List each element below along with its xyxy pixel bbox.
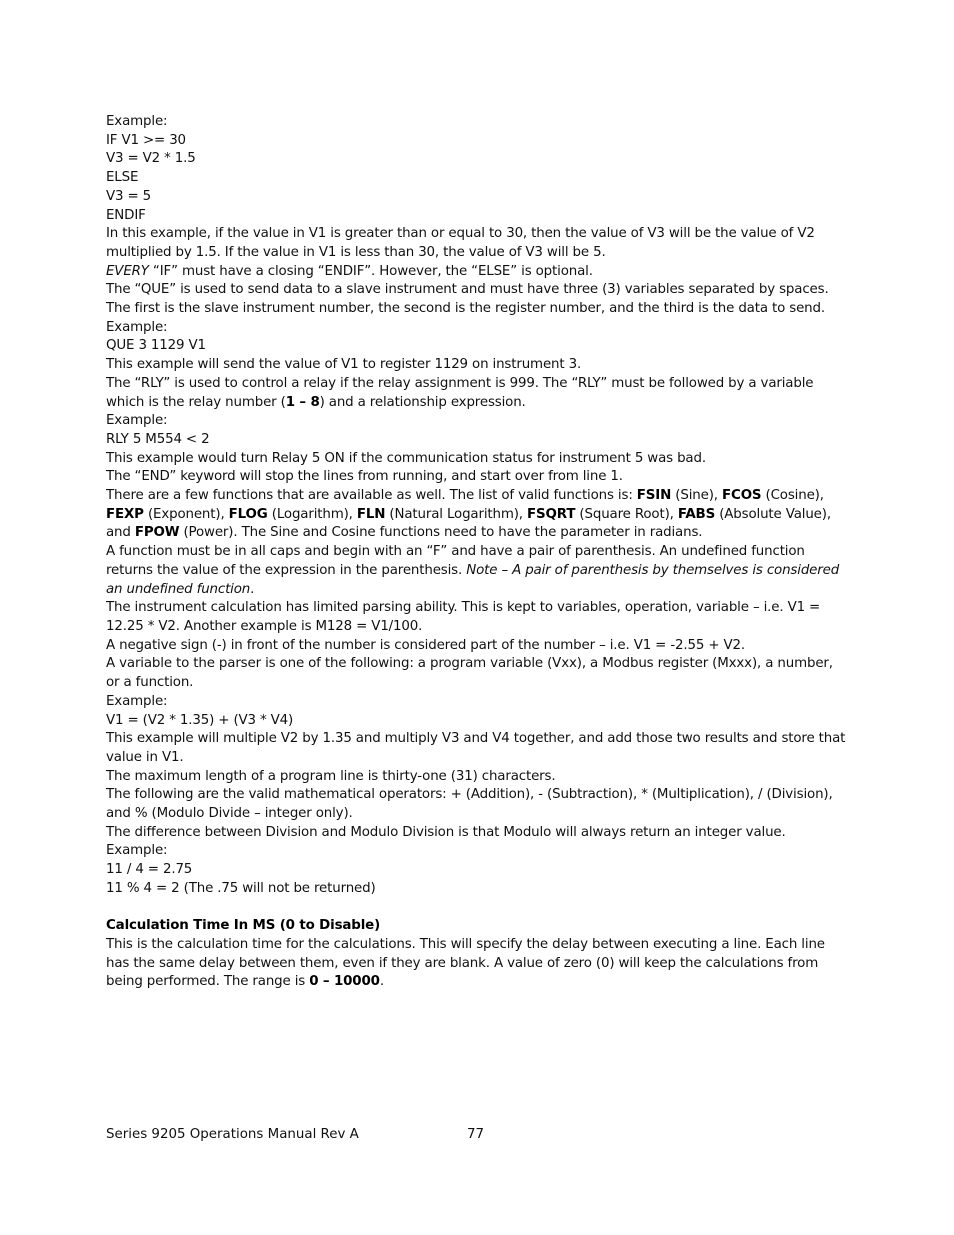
example-label: Example: xyxy=(106,843,168,859)
example-label: Example: xyxy=(106,693,168,709)
code-line: ENDIF xyxy=(106,207,146,223)
paragraph-every-if xyxy=(106,263,848,282)
paragraph-text: (Absolute Value), and xyxy=(106,506,831,541)
paragraph-variable: A variable to the parser is one of the following: a program variable (Vxx), a Modbus register (Mxxx), a number, or a function. xyxy=(106,656,833,691)
paragraph-division: The difference between Division and Modulo Division is that Modulo will always return an integer value. xyxy=(106,824,786,840)
note-text: Note – A pair of parenthesis by themselves is considered an undefined function xyxy=(106,562,840,597)
paragraph-calculation-time xyxy=(106,936,848,992)
function-fabs: FABS xyxy=(677,506,716,522)
function-fexp: FEXP xyxy=(106,506,144,522)
paragraph-text: There are a few functions that are available as well. The list of valid functions is: xyxy=(106,488,637,504)
paragraph-end: The “END” keyword will stop the lines from running, and start over from line 1. xyxy=(106,469,623,485)
paragraph-parsing: The instrument calculation has limited parsing ability. This is kept to variables, operation, variable – i.e. V1 = 12.25 * V2. Another example is M128 = V1/100. xyxy=(106,600,821,634)
paragraph-text: (Exponent), xyxy=(143,506,229,522)
paragraph-text: ) and a relationship expression. xyxy=(319,394,526,410)
paragraph-text: (Power). The Sine and Cosine functions need to have the parameter in radians. xyxy=(179,525,703,541)
example-label: Example: xyxy=(106,114,168,129)
function-flog: FLOG xyxy=(228,506,268,522)
code-line: V3 = V2 * 1.5 xyxy=(106,151,196,167)
paragraph-text: (Sine), xyxy=(671,488,723,504)
code-line: ELSE xyxy=(106,170,139,186)
function-fcos: FCOS xyxy=(722,488,762,504)
paragraph-text: (Logarithm), xyxy=(267,506,357,522)
paragraph-text: . xyxy=(250,581,255,597)
paragraph-text: . xyxy=(379,974,384,990)
paragraph-negative-sign: A negative sign (-) in front of the number is considered part of the number – i.e. V1 = -2.55 + V2. xyxy=(106,637,746,653)
section-heading: Calculation Time In MS (0 to Disable) xyxy=(106,918,381,934)
function-fsin: FSIN xyxy=(636,488,672,504)
spacer xyxy=(106,899,848,918)
code-line: V3 = 5 xyxy=(106,188,152,204)
paragraph-text: (Natural Logarithm), xyxy=(385,506,528,522)
paragraph-max-length: The maximum length of a program line is thirty-one (31) characters. xyxy=(106,768,556,784)
function-fpow: FPOW xyxy=(134,525,180,541)
emphasis-text: EVERY xyxy=(106,263,149,279)
paragraph-multiply-example: This example will multiple V2 by 1.35 and multiply V3 and V4 together, and add those two results and store that value in V1. xyxy=(106,731,846,765)
function-fln: FLN xyxy=(356,506,386,522)
calc-range: 0 – 10000 xyxy=(309,974,380,990)
code-line: V1 = (V2 * 1.35) + (V3 * V4) xyxy=(106,712,294,728)
code-line: IF V1 >= 30 xyxy=(106,132,186,148)
code-line: QUE 3 1129 V1 xyxy=(106,338,206,354)
page-body xyxy=(106,113,848,992)
paragraph-text: The “RLY” is used to control a relay if the relay assignment is 999. The “RLY” must be followed by a variable which is the relay number ( xyxy=(106,375,814,410)
function-fsqrt: FSQRT xyxy=(527,506,576,522)
paragraph-rly xyxy=(106,375,848,412)
paragraph-if-explanation: In this example, if the value in V1 is greater than or equal to 30, then the value of V3 will be the value of V2 multiplied by 1.5. If the value in V1 is less than 30, the value of V3 will be 5. xyxy=(106,226,815,260)
footer-title: Series 9205 Operations Manual Rev A xyxy=(106,1127,359,1142)
paragraph-functions xyxy=(106,487,848,543)
paragraph-text: (Cosine), xyxy=(761,488,824,504)
paragraph-function-rules xyxy=(106,543,848,599)
paragraph-text: A function must be in all caps and begin with an “F” and have a pair of parenthesis. An undefined function returns the value of the expression in the parenthesis. xyxy=(106,544,805,578)
relay-range: 1 – 8 xyxy=(285,394,320,410)
code-line: RLY 5 M554 < 2 xyxy=(106,431,210,447)
paragraph-text: (Square Root), xyxy=(575,506,678,522)
page-number: 77 xyxy=(467,1127,485,1142)
paragraph-que: The “QUE” is used to send data to a slave instrument and must have three (3) variables separated by spaces. The first is the slave instrument number, the second is the register number, and the third is the data to send. xyxy=(106,282,829,317)
paragraph-text: “IF” must have a closing “ENDIF”. However, the “ELSE” is optional. xyxy=(148,263,593,279)
example-label: Example: xyxy=(106,413,168,429)
code-line: 11 % 4 = 2 (The .75 will not be returned) xyxy=(106,880,376,896)
paragraph-text: This is the calculation time for the calculations. This will specify the delay between executing a line. Each line has the same delay between them, even if they are blank. A value of zero (0) will keep the calculations from being performed. The range is xyxy=(106,936,825,990)
paragraph-rly-example: This example would turn Relay 5 ON if the communication status for instrument 5 was bad. xyxy=(106,450,706,466)
paragraph-operators: The following are the valid mathematical operators: + (Addition), - (Subtraction), * (Multiplication), / (Division), and % (Modulo Divide – integer only). xyxy=(106,787,833,822)
example-label: Example: xyxy=(106,319,168,335)
code-line: 11 / 4 = 2.75 xyxy=(106,862,193,878)
paragraph-que-example: This example will send the value of V1 to register 1129 on instrument 3. xyxy=(106,357,582,373)
